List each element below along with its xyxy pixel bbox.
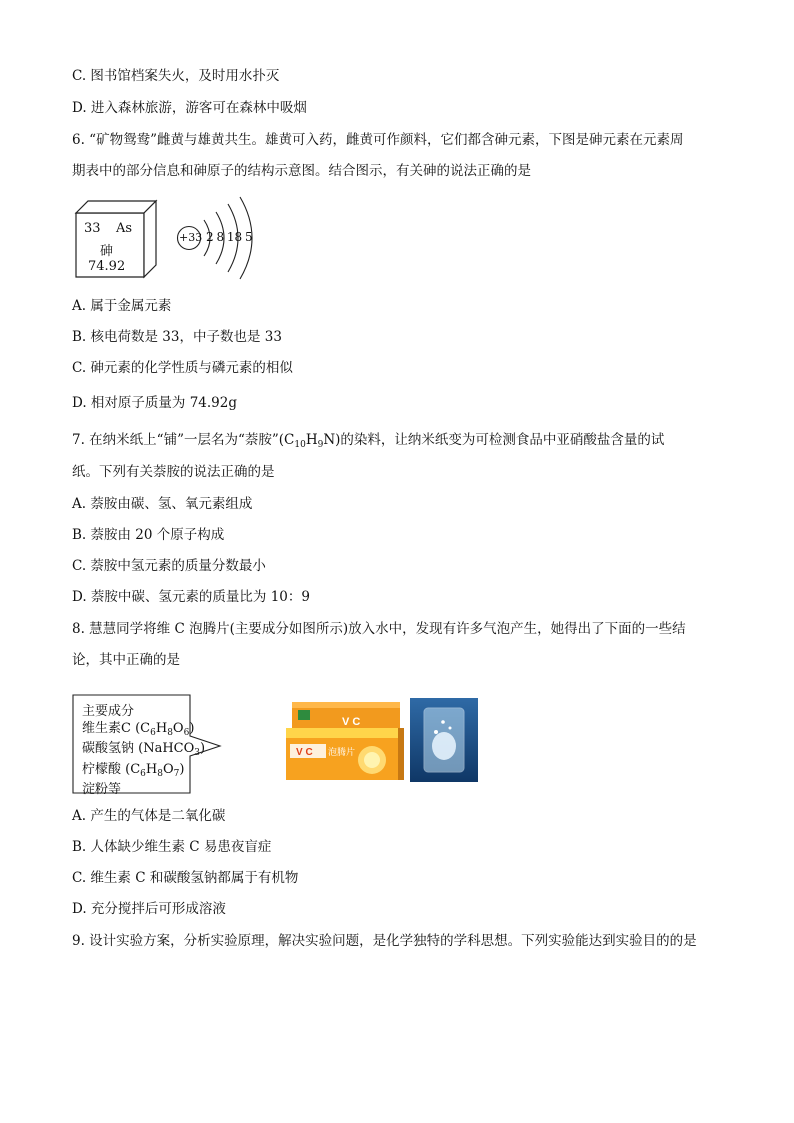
- electron-shells: 2 8 18 5: [206, 230, 253, 244]
- question-7-stem-cont: 纸。下列有关萘胺的说法正确的是: [72, 464, 275, 480]
- ingredients-title: 主要成分: [82, 704, 135, 719]
- arsenic-atom-diagram: [176, 196, 286, 286]
- ingredient-citric-acid: 柠檬酸 $(C_6H_8O_7)$: [82, 761, 185, 779]
- vc-front-label: V C: [296, 747, 313, 758]
- ingredient-starch: 淀粉等: [82, 782, 122, 797]
- question-6-stem: 6. “矿物鸳鸯”雌黄与雄黄共生。雄黄可入药，雌黄可作颜料，它们都含砷元素，下图是砷元素在元素周: [72, 132, 684, 148]
- option-c-q6: C. 砷元素的化学性质与磷元素的相似: [72, 360, 293, 376]
- arsenic-periodic-tile: [74, 199, 158, 279]
- glass-of-water-image: [410, 698, 478, 782]
- option-a-q8: A. 产生的气体是二氧化碳: [72, 808, 226, 824]
- question-7-stem: 7. 在纳米纸上“铺”一层名为“萘胺$”(C_{10}H_9N)$的染料，让纳米纸变为可检测食品中亚硝酸盐含量的试: [72, 432, 665, 450]
- tablet-label: 泡腾片: [328, 748, 356, 758]
- option-b-q7: B. 萘胺由 20 个原子构成: [72, 527, 225, 543]
- question-8-stem: 8. 慧慧同学将维 C 泡腾片(主要成分如图所示)放入水中，发现有许多气泡产生，她得出了下面的一些结: [72, 621, 686, 637]
- ingredients-callout: [72, 694, 222, 797]
- option-c-q8: C. 维生素 C 和碳酸氢钠都属于有机物: [72, 870, 299, 886]
- element-symbol: As: [116, 221, 133, 236]
- option-d-q7: D. 萘胺中碳、氢元素的质量比为 10：9: [72, 589, 310, 605]
- option-b-q8: B. 人体缺少维生素 C 易患夜盲症: [72, 839, 272, 855]
- atomic-mass: 74.92: [88, 259, 126, 274]
- ingredient-vitamin-c: 维生素C $(C_6H_8O_6)$: [82, 720, 195, 738]
- option-a-q6: A. 属于金属元素: [72, 298, 172, 314]
- question-6-stem-cont: 期表中的部分信息和砷原子的结构示意图。结合图示，有关砷的说法正确的是: [72, 163, 531, 179]
- ingredient-sodium-bicarbonate: 碳酸氢钠 (NaHCO$_3$): [82, 741, 206, 758]
- option-d-q5: D. 进入森林旅游，游客可在森林中吸烟: [72, 100, 307, 116]
- option-d-q6: D. 相对原子质量为 74.92g: [72, 395, 238, 411]
- question-8-stem-cont: 论，其中正确的是: [72, 652, 180, 668]
- atomic-number: 33: [84, 221, 101, 236]
- option-a-q7: A. 萘胺由碳、氢、氧元素组成: [72, 496, 253, 512]
- vc-tablet-box-image: [286, 700, 404, 782]
- option-c-q7: C. 萘胺中氢元素的质量分数最小: [72, 558, 266, 574]
- vc-top-label: V C: [342, 716, 361, 728]
- option-c-q5: C. 图书馆档案失火，及时用水扑灭: [72, 68, 280, 84]
- question-9-stem: 9. 设计实验方案，分析实验原理，解决实验问题，是化学独特的学科思想。下列实验能达到实验目的的是: [72, 933, 697, 949]
- option-d-q8: D. 充分搅拌后可形成溶液: [72, 901, 226, 917]
- option-b-q6: B. 核电荷数是 33，中子数也是 33: [72, 329, 282, 345]
- element-name: 砷: [100, 244, 114, 259]
- nucleus-charge: +33: [179, 231, 203, 244]
